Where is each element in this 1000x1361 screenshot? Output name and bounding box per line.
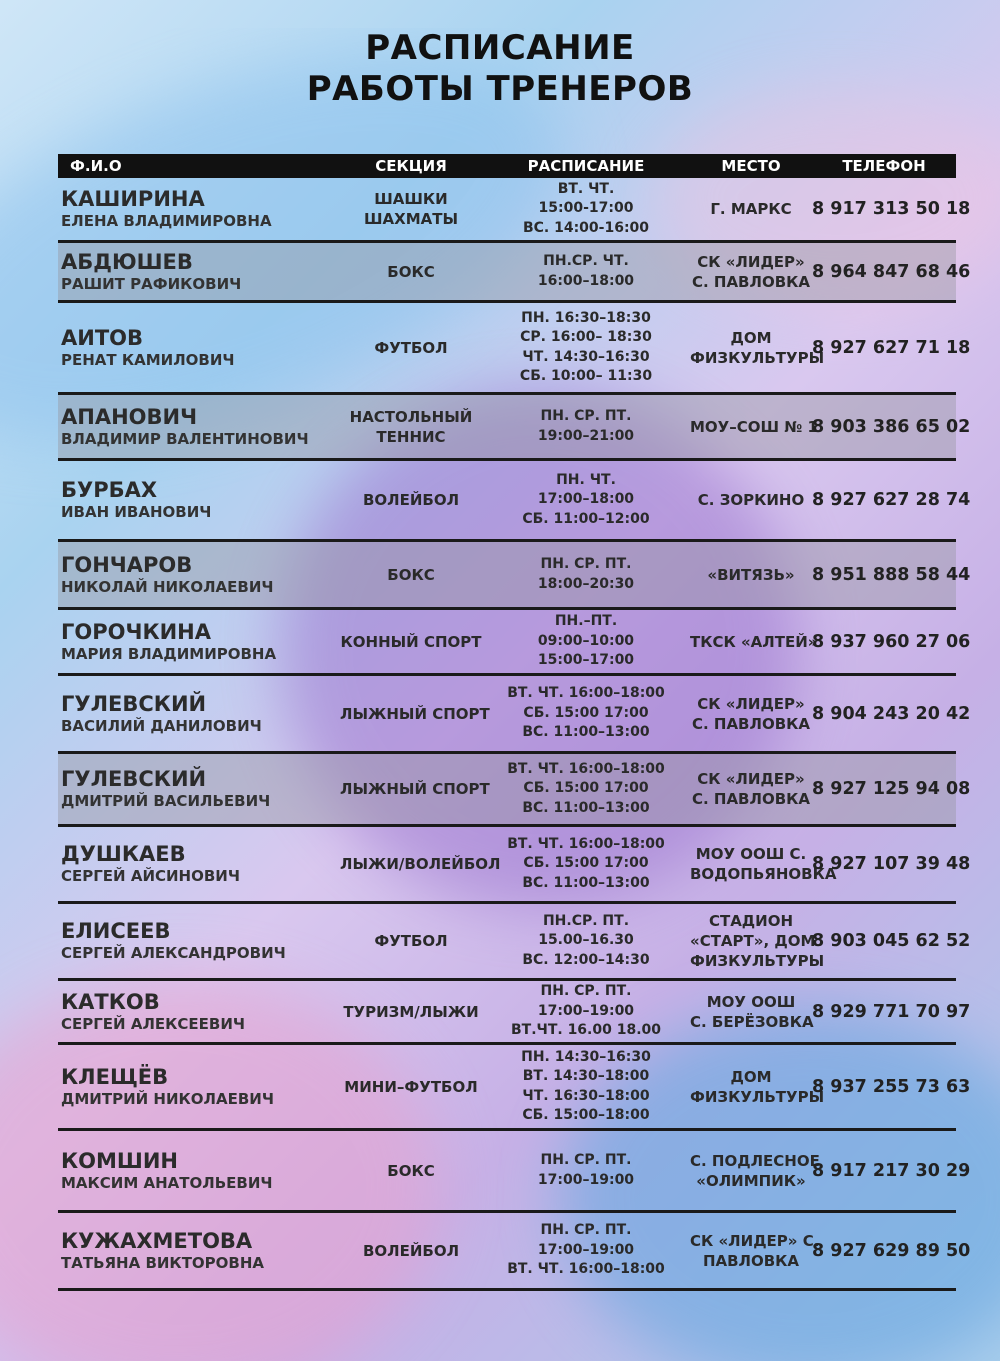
schedule-cell <box>482 555 690 594</box>
section-cell-line: БОКС <box>387 1161 435 1180</box>
coach-given-name: ДМИТРИЙ ВАСИЛЬЕВИЧ <box>61 792 271 810</box>
place-cell-line: С. БЕРЁЗОВКА <box>690 1012 814 1031</box>
schedule-cell-line: СБ. 15:00–18:00 <box>522 1107 650 1123</box>
schedule-cell-line: ВТ. ЧТ. 16:00–18:00 <box>507 685 665 702</box>
schedule-cell-line: ПН.–ПТ. <box>554 613 618 630</box>
table-row <box>58 827 971 904</box>
table-row <box>58 1045 971 1131</box>
schedule-cell-line: 18:00–20:30 <box>537 575 635 592</box>
table-row <box>58 395 971 461</box>
place-cell-line: ПАВЛОВКА <box>702 1251 800 1270</box>
place-cell-line: «ОЛИМПИК» <box>696 1171 806 1190</box>
coach-name <box>58 620 340 664</box>
section-cell <box>340 338 482 358</box>
place-cell-line: Г. МАРКС <box>710 200 792 218</box>
place-cell <box>690 328 825 368</box>
schedule-cell-line: 15.00–16.30 <box>538 932 634 949</box>
coach-surname: АПАНОВИЧ <box>61 404 198 429</box>
phone-number: 8 927 627 28 74 <box>812 490 971 510</box>
schedule-cell <box>482 309 690 387</box>
place-cell <box>690 1231 820 1271</box>
section-cell-line: ШАШКИ <box>374 190 448 208</box>
schedule-cell-line: СБ. 15:00 17:00 <box>523 780 649 797</box>
coach-given-name: РЕНАТ КАМИЛОВИЧ <box>61 350 235 369</box>
schedule-cell-line: ВТ.ЧТ. 16.00 18.00 <box>510 1022 662 1039</box>
table-row <box>58 754 971 827</box>
coach-name <box>58 478 340 522</box>
coach-surname: КОМШИН <box>61 1148 179 1173</box>
coach-given-name: ДМИТРИЙ НИКОЛАЕВИЧ <box>61 1089 274 1108</box>
schedule-cell-line: 17:00–19:00 <box>537 1171 635 1188</box>
schedule-cell <box>482 471 690 530</box>
table-row <box>58 303 971 395</box>
schedule-cell-line: ПН.СР. ЧТ. <box>543 253 629 269</box>
schedule-cell <box>482 1221 690 1280</box>
section-cell-line: ТУРИЗМ/ЛЫЖИ <box>343 1002 479 1021</box>
place-cell-line: «ВИТЯЗЬ» <box>707 565 795 584</box>
schedule-cell <box>482 407 690 446</box>
phone-number: 8 951 888 58 44 <box>812 564 971 585</box>
place-cell-line: СК «ЛИДЕР» С. <box>690 1231 820 1250</box>
schedule-cell-line: СБ. 15:00 17:00 <box>523 704 649 721</box>
schedule-cell-line: 09:00–10:00 <box>537 632 635 649</box>
place-cell-line: С. ПАВЛОВКА <box>691 272 811 291</box>
coach-name <box>58 405 340 449</box>
place-cell-line: СК «ЛИДЕР» <box>697 252 805 271</box>
section-cell-line: БОКС <box>387 565 435 584</box>
phone-number: 8 917 217 30 29 <box>812 1160 971 1181</box>
section-cell-line: ВОЛЕЙБОЛ <box>362 1241 460 1260</box>
place-cell-line: ФИЗКУЛЬТУРЫ <box>690 1087 825 1106</box>
schedule-cell-line: ПН. СР. ПТ. <box>540 1152 632 1168</box>
phone-number: 8 927 125 94 08 <box>812 779 971 799</box>
place-cell <box>690 252 812 292</box>
section-cell <box>340 490 482 510</box>
coach-given-name: ИВАН ИВАНОВИЧ <box>61 503 212 521</box>
phone-number: 8 927 629 89 50 <box>812 1240 971 1261</box>
place-cell-line: ТКСК «АЛТЕЙ» <box>690 632 818 651</box>
page-title <box>0 28 1000 110</box>
coach-given-name: НИКОЛАЙ НИКОЛАЕВИЧ <box>61 577 274 596</box>
schedule-cell <box>482 760 690 819</box>
coach-name <box>58 250 340 294</box>
phone-number: 8 929 771 70 97 <box>812 1001 971 1022</box>
place-cell-line: СК «ЛИДЕР» <box>697 770 805 788</box>
section-cell-line: ФУТБОЛ <box>374 932 448 950</box>
section-cell-line: ТЕННИС <box>376 427 446 446</box>
section-cell-line: ФУТБОЛ <box>374 338 448 357</box>
schedule-cell-line: СБ. 10:00– 11:30 <box>519 368 653 384</box>
section-cell <box>340 565 482 585</box>
schedule-cell-line: ПН. СР. ПТ. <box>540 983 632 1000</box>
coach-name <box>58 326 340 370</box>
table-row <box>58 542 971 610</box>
schedule-cell-line: ВТ. ЧТ. 16:00–18:00 <box>507 835 665 852</box>
header-section: СЕКЦИЯ <box>375 157 447 175</box>
schedule-cell-line: ПН.СР. ПТ. <box>542 912 630 929</box>
phone-number: 8 917 313 50 18 <box>812 199 971 219</box>
schedule-cell-line: ВС. 11:00–13:00 <box>522 874 650 891</box>
table-row <box>58 178 971 243</box>
section-cell-line: ЛЫЖНЫЙ СПОРТ <box>340 704 490 723</box>
schedule-cell-line: ВС. 11:00–13:00 <box>522 724 650 741</box>
section-cell-line: ВОЛЕЙБОЛ <box>362 491 460 509</box>
schedule-cell-line: 17:00–19:00 <box>537 1241 635 1258</box>
table-row <box>58 461 971 542</box>
schedule-cell-line: 17:00–18:00 <box>537 491 635 508</box>
place-cell-line: «СТАРТ», ДОМ <box>690 932 816 950</box>
coach-schedule-table <box>58 154 971 1291</box>
table-row <box>58 610 971 676</box>
title-line-2: РАБОТЫ ТРЕНЕРОВ <box>306 69 694 109</box>
place-cell <box>690 1151 820 1191</box>
coach-surname: ДУШКАЕВ <box>61 842 186 866</box>
schedule-cell-line: ЧТ. 16:30–18:00 <box>522 1087 650 1104</box>
coach-name <box>58 990 340 1034</box>
place-cell <box>690 1067 825 1107</box>
section-cell <box>340 407 482 447</box>
place-cell-line: С. ПОДЛЕСНОЕ <box>690 1151 820 1170</box>
place-cell-line: СК «ЛИДЕР» <box>697 694 805 713</box>
schedule-cell-line: ВС. 12:00–14:30 <box>522 951 650 968</box>
table-row <box>58 904 971 981</box>
schedule-cell-line: ВС. 14:00-16:00 <box>522 219 650 236</box>
schedule-cell <box>482 1151 690 1190</box>
schedule-cell <box>482 180 690 239</box>
schedule-cell-line: СБ. 11:00–12:00 <box>522 510 650 527</box>
place-cell <box>690 769 812 809</box>
header-place: МЕСТО <box>721 157 781 175</box>
header-phone: ТЕЛЕФОН <box>842 157 926 175</box>
coach-name <box>58 692 340 736</box>
phone-number: 8 937 255 73 63 <box>812 1076 971 1097</box>
coach-name <box>58 1149 340 1193</box>
phone-number: 8 964 847 68 46 <box>812 261 971 282</box>
phone-number: 8 903 386 65 02 <box>812 416 971 437</box>
section-cell-line: БОКС <box>387 262 435 281</box>
coach-name <box>58 842 340 886</box>
phone-number: 8 904 243 20 42 <box>812 703 971 724</box>
place-cell-line: МОУ ООШ <box>706 992 796 1011</box>
coach-name <box>58 553 340 597</box>
schedule-cell-line: СР. 16:00– 18:30 <box>520 329 652 345</box>
table-row <box>58 676 971 754</box>
coach-surname: ГУЛЕВСКИЙ <box>61 691 207 716</box>
section-cell-line: МИНИ–ФУТБОЛ <box>344 1077 478 1096</box>
schedule-cell-line: ПН. ЧТ. <box>556 471 616 488</box>
place-cell <box>690 694 812 734</box>
schedule-cell <box>482 982 690 1041</box>
schedule-cell-line: ПН. 16:30–18:30 <box>521 309 651 326</box>
place-cell-line: С. ЗОРКИНО <box>697 491 805 509</box>
coach-given-name: РАШИТ РАФИКОВИЧ <box>61 274 242 293</box>
schedule-cell-line: 16:00–18:00 <box>537 272 635 289</box>
schedule-cell-line: ВТ. ЧТ. 16:00–18:00 <box>507 1261 665 1278</box>
coach-name <box>58 1229 340 1273</box>
section-cell <box>340 1241 482 1261</box>
table-row <box>58 1213 971 1291</box>
schedule-cell-line: СБ. 15:00 17:00 <box>523 855 649 872</box>
place-cell <box>690 844 837 884</box>
coach-surname: ГОНЧАРОВ <box>61 552 193 577</box>
section-cell <box>340 931 482 951</box>
place-cell-line: ВОДОПЬЯНОВКА <box>690 865 837 883</box>
place-cell <box>690 565 812 585</box>
coach-surname: АИТОВ <box>61 325 144 350</box>
coach-surname: ГУЛЕВСКИЙ <box>61 767 207 791</box>
schedule-cell-line: ВТ. ЧТ. <box>557 180 615 197</box>
table-row <box>58 981 971 1045</box>
schedule-cell-line: 19:00–21:00 <box>537 427 635 444</box>
place-cell-line: ФИЗКУЛЬТУРЫ <box>690 348 825 367</box>
place-cell-line: С. ПАВЛОВКА <box>691 790 811 808</box>
coach-name <box>58 187 340 231</box>
place-cell-line: МОУ ООШ С. <box>695 845 807 863</box>
coach-given-name: МАКСИМ АНАТОЛЬЕВИЧ <box>61 1173 273 1192</box>
coach-surname: КАШИРИНА <box>61 187 205 211</box>
schedule-cell-line: 17:00–19:00 <box>537 1002 635 1019</box>
section-cell <box>340 704 490 724</box>
coach-surname: АБДЮШЕВ <box>61 249 193 274</box>
coach-surname: КЛЕЩЁВ <box>61 1064 169 1089</box>
table-row <box>58 1131 971 1213</box>
schedule-cell-line: ПН. СР. ПТ. <box>540 408 632 424</box>
schedule-cell <box>482 1048 690 1126</box>
place-cell-line: МОУ–СОШ № 1 <box>690 417 818 436</box>
section-cell <box>340 189 482 229</box>
title-line-1: РАСПИСАНИЕ <box>365 28 635 68</box>
table-header <box>58 154 956 178</box>
section-cell <box>340 779 490 799</box>
section-cell <box>340 262 482 282</box>
schedule-cell-line: ПН. 14:30–16:30 <box>521 1048 651 1065</box>
coach-surname: БУРБАХ <box>61 478 158 502</box>
place-cell <box>690 490 812 510</box>
schedule-cell-line: ПН. СР. ПТ. <box>540 1222 632 1239</box>
section-cell <box>340 1077 482 1097</box>
schedule-cell-line: 15:00-17:00 <box>538 200 634 217</box>
coach-surname: ГОРОЧКИНА <box>61 619 212 644</box>
section-cell-line: ШАХМАТЫ <box>363 210 458 228</box>
section-cell <box>340 1161 482 1181</box>
table-row <box>58 243 971 303</box>
place-cell-line: ФИЗКУЛЬТУРЫ <box>690 952 825 970</box>
schedule-cell <box>482 684 690 743</box>
coach-given-name: СЕРГЕЙ АЙСИНОВИЧ <box>61 867 240 885</box>
section-cell <box>340 1002 482 1022</box>
header-schedule: РАСПИСАНИЕ <box>527 157 645 175</box>
schedule-poster <box>0 28 1000 1278</box>
place-cell <box>690 911 825 971</box>
place-cell-line: ДОМ <box>730 328 772 347</box>
section-cell <box>340 632 482 652</box>
coach-given-name: ВАСИЛИЙ ДАНИЛОВИЧ <box>61 716 262 735</box>
place-cell <box>690 417 818 437</box>
schedule-cell <box>482 612 690 671</box>
coach-name <box>58 1065 340 1109</box>
schedule-cell <box>482 252 690 291</box>
schedule-cell-line: ВТ. 14:30–18:00 <box>522 1068 650 1084</box>
place-cell <box>690 632 818 652</box>
place-cell <box>690 199 812 219</box>
schedule-cell-line: ВТ. ЧТ. 16:00–18:00 <box>507 760 665 777</box>
place-cell <box>690 992 812 1032</box>
schedule-cell-line: ПН. СР. ПТ. <box>540 556 632 572</box>
schedule-cell-line: 15:00–17:00 <box>537 652 635 669</box>
phone-number: 8 937 960 27 06 <box>812 631 971 652</box>
schedule-cell-line: ВС. 11:00–13:00 <box>522 799 650 816</box>
coach-name <box>58 767 340 811</box>
coach-name <box>58 919 340 963</box>
place-cell-line: ДОМ <box>730 1067 772 1086</box>
header-name: Ф.И.О <box>70 157 122 175</box>
coach-given-name: ТАТЬЯНА ВИКТОРОВНА <box>61 1253 265 1272</box>
place-cell-line: С. ПАВЛОВКА <box>691 714 811 733</box>
schedule-cell <box>482 835 690 894</box>
coach-surname: ЕЛИСЕЕВ <box>61 919 171 943</box>
section-cell-line: НАСТОЛЬНЫЙ <box>349 407 473 426</box>
section-cell-line: ЛЫЖНЫЙ СПОРТ <box>340 780 490 798</box>
section-cell-line: ЛЫЖИ/ВОЛЕЙБОЛ <box>340 855 501 873</box>
phone-number: 8 903 045 62 52 <box>812 931 971 951</box>
coach-given-name: СЕРГЕЙ АЛЕКСАНДРОВИЧ <box>61 944 286 962</box>
section-cell-line: КОННЫЙ СПОРТ <box>340 632 482 651</box>
coach-given-name: ВЛАДИМИР ВАЛЕНТИНОВИЧ <box>61 429 309 448</box>
coach-given-name: СЕРГЕЙ АЛЕКСЕЕВИЧ <box>61 1014 246 1033</box>
coach-surname: КУЖАХМЕТОВА <box>61 1228 253 1253</box>
coach-given-name: МАРИЯ ВЛАДИМИРОВНА <box>61 644 277 663</box>
schedule-cell-line: ЧТ. 14:30–16:30 <box>522 348 650 365</box>
section-cell <box>340 854 501 874</box>
table-body <box>58 178 971 1291</box>
coach-given-name: ЕЛЕНА ВЛАДИМИРОВНА <box>61 212 272 230</box>
coach-surname: КАТКОВ <box>61 989 160 1014</box>
phone-number: 8 927 627 71 18 <box>812 337 971 358</box>
place-cell-line: СТАДИОН <box>708 912 794 930</box>
phone-number: 8 927 107 39 48 <box>812 854 971 874</box>
schedule-cell <box>482 912 690 971</box>
